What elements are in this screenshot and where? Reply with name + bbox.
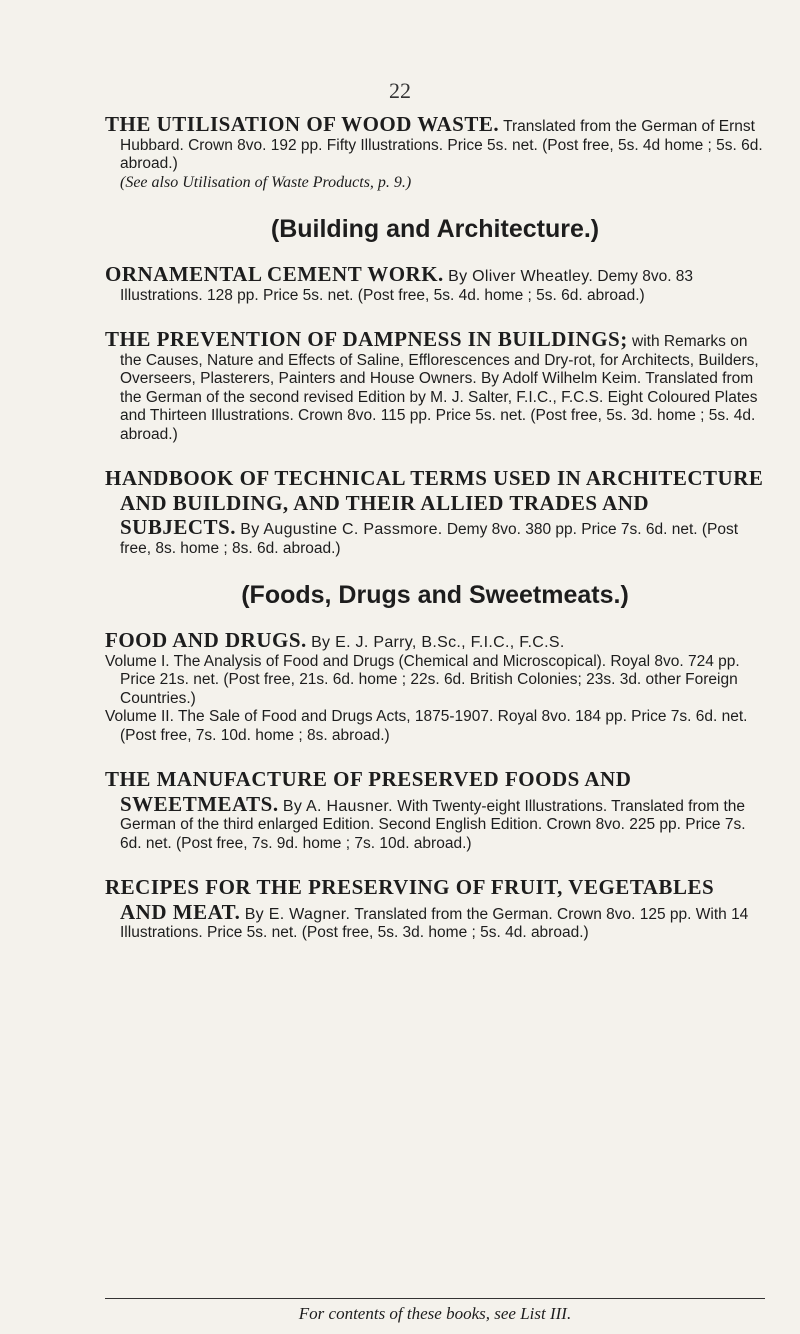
entry-preserved-foods xyxy=(105,767,765,853)
entry-title: ORNAMENTAL CEMENT WORK. xyxy=(105,262,444,286)
entry-title: HANDBOOK OF TECHNICAL TERMS USED IN ARCHITECTURE AND BUILDING, AND THEIR ALLIED TRADES AND SUBJECTS. xyxy=(105,466,764,539)
entry-author: By A. Hausner. xyxy=(282,797,393,815)
entry-author: By Oliver Wheatley. xyxy=(448,268,594,285)
section-heading-foods: (Foods, Drugs and Sweetmeats.) xyxy=(241,581,629,609)
entry-author: By E. J. Parry, B.Sc., F.I.C., F.C.S. xyxy=(311,634,565,651)
entry-recipes xyxy=(105,875,765,943)
entry-title: THE MANUFACTURE OF PRESERVED FOODS AND SWEETMEATS. xyxy=(105,767,632,816)
entry-food-drugs xyxy=(105,628,765,745)
volume-two: Volume II. The Sale of Food and Drugs Acts, 1875-1907. Royal 8vo. 184 pp. Price 7s. 6d. net. (Post free, 7s. 10d. home ; 8s. abroad.) xyxy=(105,708,748,744)
entry-description: Translated from the German of Ernst Hubbard. Crown 8vo. 192 pp. Fifty Illustrations. Price 5s. net. (Post free, 5s. 4d home ; 5s. 6d. abroad.) xyxy=(120,118,763,172)
entry-description: Translated from the German. Crown 8vo. 125 pp. With 14 Illustrations. Price 5s. net. (Post free, 5s. 3d. home ; 5s. 4d. abroad.) xyxy=(120,905,749,941)
volume-one: Volume I. The Analysis of Food and Drugs (Chemical and Microscopical). Royal 8vo. 724 pp. Price 21s. net. (Post free, 21s. 6d. home ; 22s. 6d. British Colonies; 23s. 3d. other Foreign Countries.) xyxy=(105,652,740,707)
entry-title: THE UTILISATION OF WOOD WASTE. xyxy=(105,112,500,136)
entry-technical-terms xyxy=(105,466,765,558)
catalogue-listing xyxy=(105,112,765,965)
entry-dampness xyxy=(105,327,765,444)
cross-reference-note: (See also Utilisation of Waste Products, p. 9.) xyxy=(120,173,412,191)
section-heading-building: (Building and Architecture.) xyxy=(270,215,600,243)
entry-description: With Twenty-eight Illustrations. Translated from the German of the third enlarged Edition. Second English Edition. Crown 8vo. 225 pp. Price 7s. 6d. net. (Post free, 7s. 9d. home ; 7s. 10d. abroad.) xyxy=(120,797,746,852)
entry-description: Demy 8vo. 83 Illustrations. 128 pp. Price 5s. net. (Post free, 5s. 4d. home ; 5s. 6d. abroad.) xyxy=(120,268,694,304)
entry-wood-waste xyxy=(105,112,765,192)
entry-title: RECIPES FOR THE PRESERVING OF FRUIT, VEGETABLES AND MEAT. xyxy=(105,875,715,924)
entry-ornamental-cement xyxy=(105,262,765,305)
page-number: 22 xyxy=(389,78,411,103)
footer-note: For contents of these books, see List III. xyxy=(105,1298,765,1324)
entry-title: THE PREVENTION OF DAMPNESS IN BUILDINGS; xyxy=(105,327,628,351)
entry-description: with Remarks on the Causes, Nature and Effects of Saline, Efflorescences and Dry-rot, for Architects, Builders, Overseers, Plasterers, Painters and House Owners. By Adolf Wilhelm Keim. Translated from the German of the second revised Edition by M. J. Salter, F.I.C., F.C.S. Eight Coloured Plates and Thirteen Illustrations. Crown 8vo. 115 pp. Price 5s. net. (Post free, 5s. 3d. home ; 5s. 4d. abroad.) xyxy=(120,333,759,443)
entry-author: By Augustine C. Passmore. xyxy=(240,521,443,538)
entry-title: FOOD AND DRUGS. xyxy=(105,628,307,652)
entry-description: Demy 8vo. 380 pp. Price 7s. 6d. net. (Post free, 8s. home ; 8s. 6d. abroad.) xyxy=(120,521,739,557)
entry-author: By E. Wagner. xyxy=(244,905,351,923)
